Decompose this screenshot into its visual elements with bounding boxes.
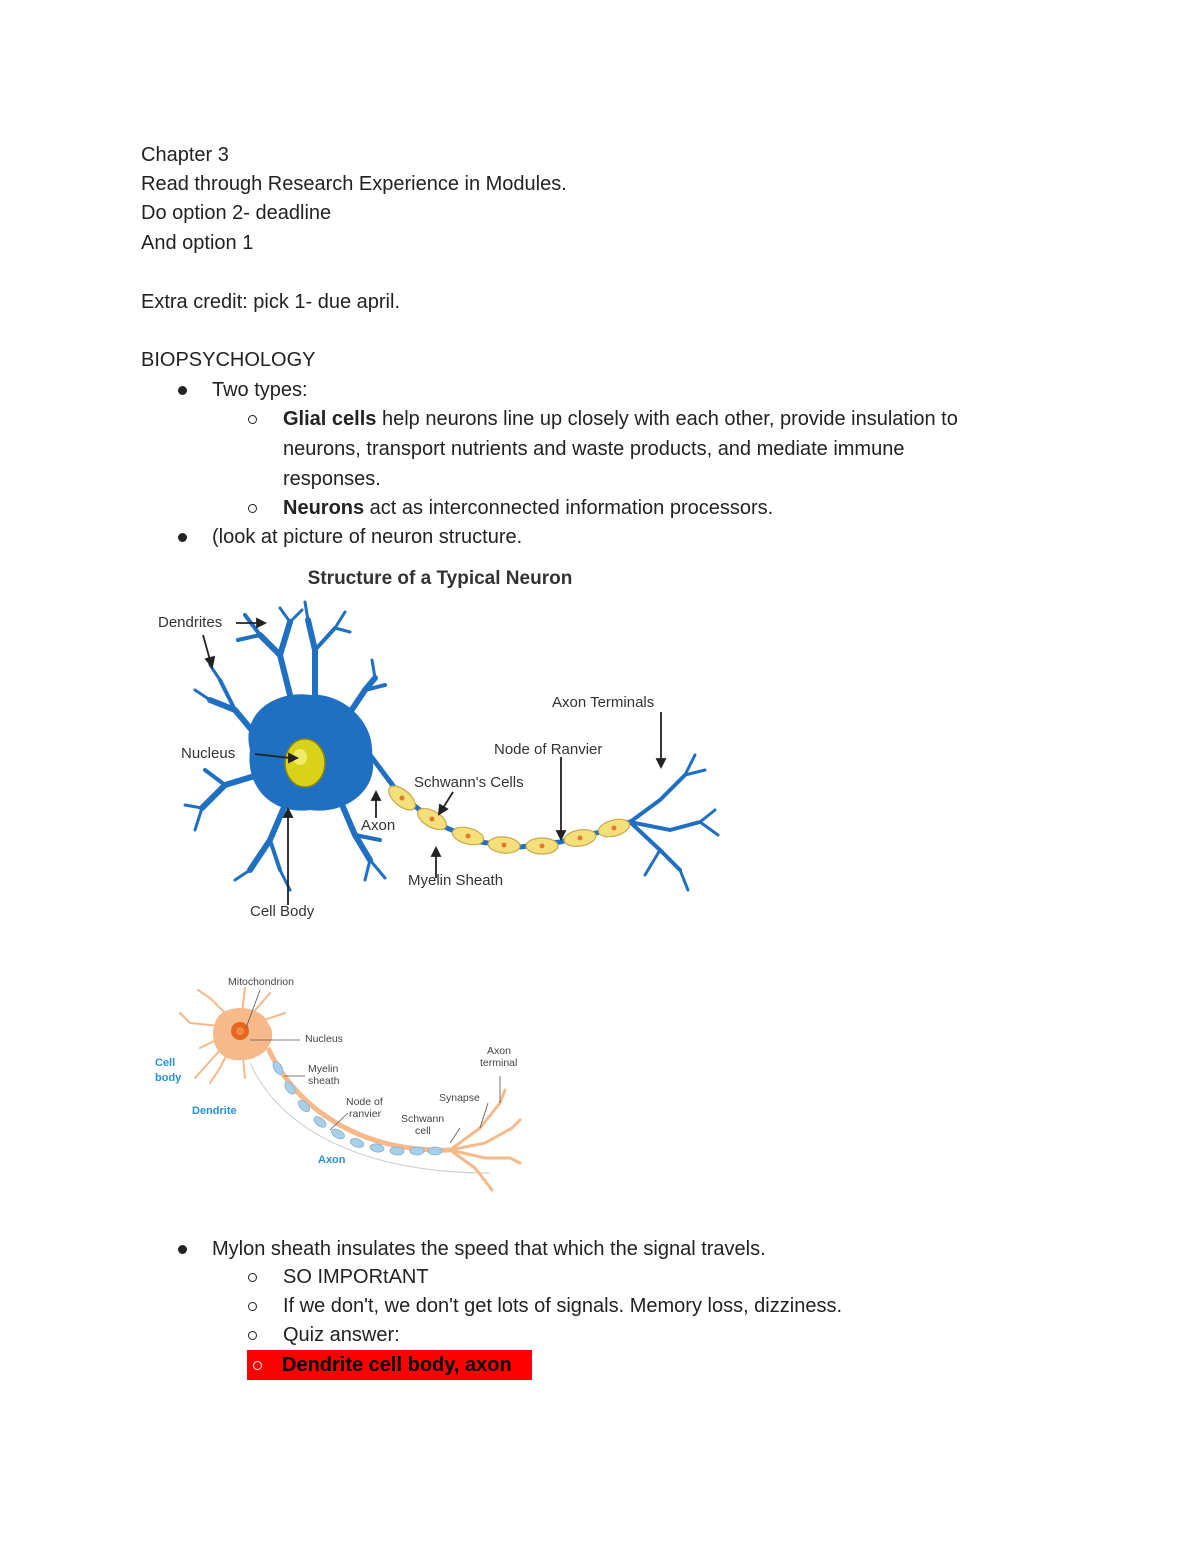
label-schwann-line1: Schwann: [401, 1113, 445, 1125]
label-myelin-sheath: Myelin Sheath: [408, 872, 504, 889]
label-dendrite: Dendrite: [192, 1105, 237, 1117]
label-synapse: Synapse: [439, 1092, 480, 1104]
label-body: body: [155, 1072, 182, 1084]
neurons-description: act as interconnected information processors.: [364, 497, 774, 519]
label-cell: Cell: [155, 1057, 176, 1069]
label-axon-terminal-line1: Axon: [487, 1045, 511, 1057]
label-axon-2: Axon: [318, 1154, 346, 1166]
label-axon-terminals: Axon Terminals: [552, 694, 655, 711]
section-title: BIOPSYCHOLOGY: [141, 349, 316, 371]
label-node-line2: ranvier: [349, 1108, 382, 1120]
list-item: Mylon sheath insulates the speed that which the signal travels.: [212, 1238, 766, 1260]
label-myelin-line1: Myelin: [308, 1063, 339, 1075]
list-item: Quiz answer:: [283, 1324, 400, 1346]
label-node-of-ranvier: Node of Ranvier: [494, 741, 603, 758]
label-mitochondrion: Mitochondrion: [228, 976, 294, 988]
list-item: (look at picture of neuron structure.: [212, 526, 523, 548]
instruction-line: And option 1: [141, 232, 254, 254]
label-nucleus: Nucleus: [181, 745, 236, 762]
label-axon: Axon: [361, 817, 396, 834]
list-item-continuation: neurons, transport nutrients and waste products, and mediate immune: [283, 438, 905, 460]
highlighted-answer: [247, 1350, 532, 1380]
term-glial-cells: Glial cells: [283, 408, 377, 430]
sub-bullet-icon: [248, 415, 257, 424]
chapter-heading: Chapter 3: [141, 144, 229, 166]
instruction-line: Do option 2- deadline: [141, 202, 332, 224]
sub-bullet-icon: [253, 1361, 262, 1370]
label-schwanns-cells: Schwann's Cells: [414, 774, 524, 791]
neuron-diagram-2: [150, 968, 540, 1198]
bullet-icon: [178, 533, 187, 542]
label-axon-terminal-line2: terminal: [480, 1057, 518, 1069]
label-node-line1: Node of: [346, 1096, 383, 1108]
list-item-glial: [283, 407, 958, 431]
nucleus-shape: [285, 739, 325, 787]
bullet-icon: [178, 1245, 187, 1254]
glial-description: help neurons line up closely with each other, provide insulation to: [376, 408, 958, 430]
label-myelin-line2: sheath: [308, 1075, 340, 1087]
label-cell-body: Cell Body: [250, 903, 315, 920]
list-item: Two types:: [212, 379, 308, 401]
sub-bullet-icon: [248, 1331, 257, 1340]
extra-credit-line: Extra credit: pick 1- due april.: [141, 291, 400, 313]
list-item: SO IMPORtANT: [283, 1266, 429, 1288]
label-dendrites: Dendrites: [158, 614, 223, 631]
label-nucleus-2: Nucleus: [305, 1033, 343, 1045]
list-item: If we don't, we don't get lots of signals. Memory loss, dizziness.: [283, 1295, 842, 1317]
quiz-answer-text: Dendrite cell body, axon: [282, 1354, 512, 1376]
term-neurons: Neurons: [283, 497, 365, 519]
label-schwann-line2: cell: [415, 1125, 431, 1137]
instruction-line: Read through Research Experience in Modules.: [141, 173, 567, 195]
neuron-structure-diagram: [140, 560, 740, 930]
sub-bullet-icon: [248, 1273, 257, 1282]
sub-bullet-icon: [248, 504, 257, 513]
list-item-continuation: responses.: [283, 468, 381, 490]
sub-bullet-icon: [248, 1302, 257, 1311]
bullet-icon: [178, 386, 187, 395]
list-item-neurons: [283, 496, 773, 520]
figure-title: Structure of a Typical Neuron: [307, 568, 573, 589]
